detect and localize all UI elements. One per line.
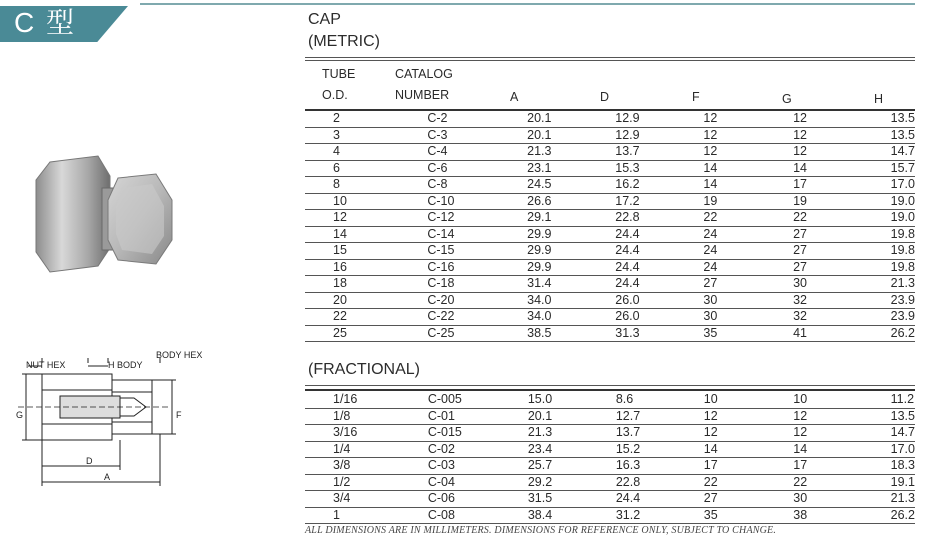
table-cell: 13.5 xyxy=(881,127,915,144)
fractional-top-rule xyxy=(305,385,915,386)
table-cell: 41 xyxy=(789,325,881,342)
header-catalog: CATALOG xyxy=(395,67,453,81)
table-row xyxy=(305,458,915,475)
table-cell: 30 xyxy=(703,309,789,326)
table-cell: 31.2 xyxy=(616,507,704,524)
table-cell: 10 xyxy=(789,392,880,408)
table-cell: C-18 xyxy=(407,276,511,293)
table-cell: 17.0 xyxy=(881,441,915,458)
table-cell: 10 xyxy=(305,193,407,210)
table-cell: 29.9 xyxy=(511,243,615,260)
fractional-title: (FRACTIONAL) xyxy=(308,361,420,378)
table-cell: 19.8 xyxy=(881,226,915,243)
table-row xyxy=(305,408,915,425)
table-cell: 6 xyxy=(305,160,407,177)
table-cell: 29.2 xyxy=(512,474,616,491)
table-cell: 17 xyxy=(789,458,880,475)
table-cell: 3/8 xyxy=(305,458,408,475)
table-cell: C-2 xyxy=(407,111,511,127)
table-row xyxy=(305,160,915,177)
table-cell: 13.5 xyxy=(881,408,915,425)
header-tube: TUBE xyxy=(322,67,356,81)
table-cell: 24.5 xyxy=(511,177,615,194)
cap-fitting-photo xyxy=(22,148,182,288)
table-row xyxy=(305,392,915,408)
table-cell: 15.2 xyxy=(616,441,704,458)
table-cell: 30 xyxy=(703,292,789,309)
table-cell: 19.8 xyxy=(881,259,915,276)
table-cell: 14 xyxy=(704,441,789,458)
body-hex-label: BODY HEX xyxy=(156,350,203,360)
table-cell: 18 xyxy=(305,276,407,293)
table-cell: 26.2 xyxy=(881,507,915,524)
table-row xyxy=(305,491,915,508)
table-cell: 34.0 xyxy=(511,309,615,326)
table-cell: 15.3 xyxy=(615,160,703,177)
header-a: A xyxy=(510,90,519,104)
table-cell: 14.7 xyxy=(881,425,915,442)
table-cell: C-02 xyxy=(408,441,512,458)
table-cell: 22 xyxy=(789,474,880,491)
table-row xyxy=(305,276,915,293)
table-cell: 12 xyxy=(789,127,881,144)
table-cell: 31.5 xyxy=(512,491,616,508)
table-cell: 16 xyxy=(305,259,407,276)
table-cell: 32 xyxy=(789,309,881,326)
table-cell: 29.9 xyxy=(511,226,615,243)
table-cell: 38 xyxy=(789,507,880,524)
dim-f-label: F xyxy=(176,410,182,420)
table-cell: C-20 xyxy=(407,292,511,309)
table-row xyxy=(305,507,915,524)
table-cell: 21.3 xyxy=(881,491,915,508)
table-cell: C-12 xyxy=(407,210,511,227)
table-row xyxy=(305,474,915,491)
table-cell: 3/4 xyxy=(305,491,408,508)
dim-a-label: A xyxy=(104,472,111,482)
table-cell: 23.4 xyxy=(512,441,616,458)
table-cell: 27 xyxy=(789,243,881,260)
table-cell: 14.7 xyxy=(881,144,915,161)
table-cell: 22 xyxy=(704,474,789,491)
table-cell: C-25 xyxy=(407,325,511,342)
table-cell: C-15 xyxy=(407,243,511,260)
table-cell: 19.1 xyxy=(881,474,915,491)
table-cell: 14 xyxy=(703,160,789,177)
header-g: G xyxy=(782,92,792,106)
table-cell: 19.0 xyxy=(881,210,915,227)
metric-title: CAP xyxy=(308,11,341,28)
table-cell: 12 xyxy=(789,408,880,425)
table-cell: 12 xyxy=(305,210,407,227)
table-cell: 26.6 xyxy=(511,193,615,210)
metric-table xyxy=(305,111,915,342)
table-cell: 23.1 xyxy=(511,160,615,177)
table-cell: 13.7 xyxy=(616,425,704,442)
table-cell: 12 xyxy=(789,144,881,161)
table-cell: 30 xyxy=(789,491,880,508)
table-cell: 17 xyxy=(704,458,789,475)
table-cell: 1 xyxy=(305,507,408,524)
table-cell: 20.1 xyxy=(512,408,616,425)
table-row xyxy=(305,259,915,276)
table-cell: 29.1 xyxy=(511,210,615,227)
table-cell: C-04 xyxy=(408,474,512,491)
table-cell: 12 xyxy=(703,127,789,144)
table-cell: 14 xyxy=(789,160,881,177)
table-cell: 17 xyxy=(789,177,881,194)
table-cell: 20 xyxy=(305,292,407,309)
table-cell: 2 xyxy=(305,111,407,127)
table-cell: C-6 xyxy=(407,160,511,177)
footnote: ALL DIMENSIONS ARE IN MILLIMETERS. DIMENSIONS FOR REFERENCE ONLY, SUBJECT TO CHANGE. xyxy=(305,525,777,536)
table-cell: 24 xyxy=(703,259,789,276)
header-f: F xyxy=(692,90,700,104)
table-cell: 21.3 xyxy=(511,144,615,161)
table-cell: 16.2 xyxy=(615,177,703,194)
header-rule xyxy=(140,3,915,5)
table-cell: C-14 xyxy=(407,226,511,243)
table-cell: C-3 xyxy=(407,127,511,144)
table-cell: 8 xyxy=(305,177,407,194)
fractional-top-rule-2 xyxy=(305,389,915,391)
table-cell: 12.9 xyxy=(615,127,703,144)
table-cell: 8.6 xyxy=(616,392,704,408)
header-h: H xyxy=(874,92,884,106)
table-cell: C-06 xyxy=(408,491,512,508)
table-cell: 27 xyxy=(789,259,881,276)
table-cell: C-16 xyxy=(407,259,511,276)
table-cell: C-22 xyxy=(407,309,511,326)
table-cell: 3 xyxy=(305,127,407,144)
table-cell: 21.3 xyxy=(512,425,616,442)
table-cell: 35 xyxy=(703,325,789,342)
table-cell: 19.0 xyxy=(881,193,915,210)
table-cell: 23.9 xyxy=(881,292,915,309)
table-cell: 35 xyxy=(704,507,789,524)
table-cell: 24 xyxy=(703,226,789,243)
table-cell: C-8 xyxy=(407,177,511,194)
table-cell: 24.4 xyxy=(615,276,703,293)
table-row xyxy=(305,193,915,210)
table-row xyxy=(305,441,915,458)
header-od: O.D. xyxy=(322,88,348,102)
table-cell: 26.0 xyxy=(615,309,703,326)
table-cell: 27 xyxy=(704,491,789,508)
table-cell: 11.2 xyxy=(881,392,915,408)
table-row xyxy=(305,226,915,243)
table-row xyxy=(305,292,915,309)
table-cell: 14 xyxy=(305,226,407,243)
fractional-table xyxy=(305,392,915,524)
table-cell: 12 xyxy=(703,144,789,161)
table-cell: 27 xyxy=(789,226,881,243)
table-cell: 1/16 xyxy=(305,392,408,408)
table-cell: 17.0 xyxy=(881,177,915,194)
metric-subtitle: (METRIC) xyxy=(308,33,380,50)
table-cell: 23.9 xyxy=(881,309,915,326)
table-row xyxy=(305,111,915,127)
section-badge-label: C 型 xyxy=(14,7,77,38)
table-cell: 12 xyxy=(704,425,789,442)
table-cell: 20.1 xyxy=(511,111,615,127)
table-cell: 15.7 xyxy=(881,160,915,177)
table-cell: 38.4 xyxy=(512,507,616,524)
table-cell: 13.7 xyxy=(615,144,703,161)
table-row xyxy=(305,309,915,326)
table-cell: 22 xyxy=(305,309,407,326)
table-row xyxy=(305,127,915,144)
table-row xyxy=(305,210,915,227)
header-number: NUMBER xyxy=(395,88,450,102)
table-cell: 24 xyxy=(703,243,789,260)
table-cell: 25 xyxy=(305,325,407,342)
table-cell: 10 xyxy=(704,392,789,408)
table-cell: 31.3 xyxy=(615,325,703,342)
table-cell: 22 xyxy=(789,210,881,227)
table-cell: 34.0 xyxy=(511,292,615,309)
table-cell: 1/2 xyxy=(305,474,408,491)
table-cell: 1/4 xyxy=(305,441,408,458)
nut-hex-label: NUT HEX xyxy=(26,360,66,370)
table-cell: 24.4 xyxy=(615,243,703,260)
table-cell: 25.7 xyxy=(512,458,616,475)
table-row xyxy=(305,243,915,260)
table-cell: 22.8 xyxy=(616,474,704,491)
table-cell: C-08 xyxy=(408,507,512,524)
table-cell: 4 xyxy=(305,144,407,161)
table-cell: 12.7 xyxy=(616,408,704,425)
table-cell: 21.3 xyxy=(881,276,915,293)
table-cell: 19.8 xyxy=(881,243,915,260)
table-cell: 12 xyxy=(703,111,789,127)
table-cell: 14 xyxy=(789,441,880,458)
table-cell: 1/8 xyxy=(305,408,408,425)
table-cell: 18.3 xyxy=(881,458,915,475)
table-cell: C-10 xyxy=(407,193,511,210)
table-cell: 12.9 xyxy=(615,111,703,127)
table-cell: 3/16 xyxy=(305,425,408,442)
table-row xyxy=(305,177,915,194)
table-cell: 24.4 xyxy=(616,491,704,508)
table-cell: 12 xyxy=(789,111,881,127)
table-cell: 22 xyxy=(703,210,789,227)
table-cell: 15 xyxy=(305,243,407,260)
table-cell: 32 xyxy=(789,292,881,309)
table-cell: 31.4 xyxy=(511,276,615,293)
table-cell: 12 xyxy=(704,408,789,425)
table-row xyxy=(305,325,915,342)
table-cell: C-4 xyxy=(407,144,511,161)
table-row xyxy=(305,144,915,161)
metric-top-rule xyxy=(305,57,915,58)
table-cell: C-015 xyxy=(408,425,512,442)
dim-d-label: D xyxy=(86,456,93,466)
cap-dimension-drawing xyxy=(8,346,218,496)
table-cell: 38.5 xyxy=(511,325,615,342)
dim-g-label: G xyxy=(16,410,24,420)
table-cell: 24.4 xyxy=(615,226,703,243)
table-cell: 17.2 xyxy=(615,193,703,210)
table-cell: 26.2 xyxy=(881,325,915,342)
table-cell: C-005 xyxy=(408,392,512,408)
table-cell: 24.4 xyxy=(615,259,703,276)
table-cell: 29.9 xyxy=(511,259,615,276)
table-cell: 19 xyxy=(789,193,881,210)
table-cell: 20.1 xyxy=(511,127,615,144)
table-cell: 22.8 xyxy=(615,210,703,227)
table-cell: 27 xyxy=(703,276,789,293)
header-d: D xyxy=(600,90,610,104)
metric-top-rule-2 xyxy=(305,60,915,61)
table-row xyxy=(305,425,915,442)
table-cell: C-03 xyxy=(408,458,512,475)
table-cell: 30 xyxy=(789,276,881,293)
table-cell: 13.5 xyxy=(881,111,915,127)
table-cell: 16.3 xyxy=(616,458,704,475)
table-cell: 26.0 xyxy=(615,292,703,309)
table-cell: 14 xyxy=(703,177,789,194)
h-body-label: H BODY xyxy=(108,360,143,370)
table-cell: 19 xyxy=(703,193,789,210)
table-cell: 12 xyxy=(789,425,880,442)
table-cell: C-01 xyxy=(408,408,512,425)
table-cell: 15.0 xyxy=(512,392,616,408)
